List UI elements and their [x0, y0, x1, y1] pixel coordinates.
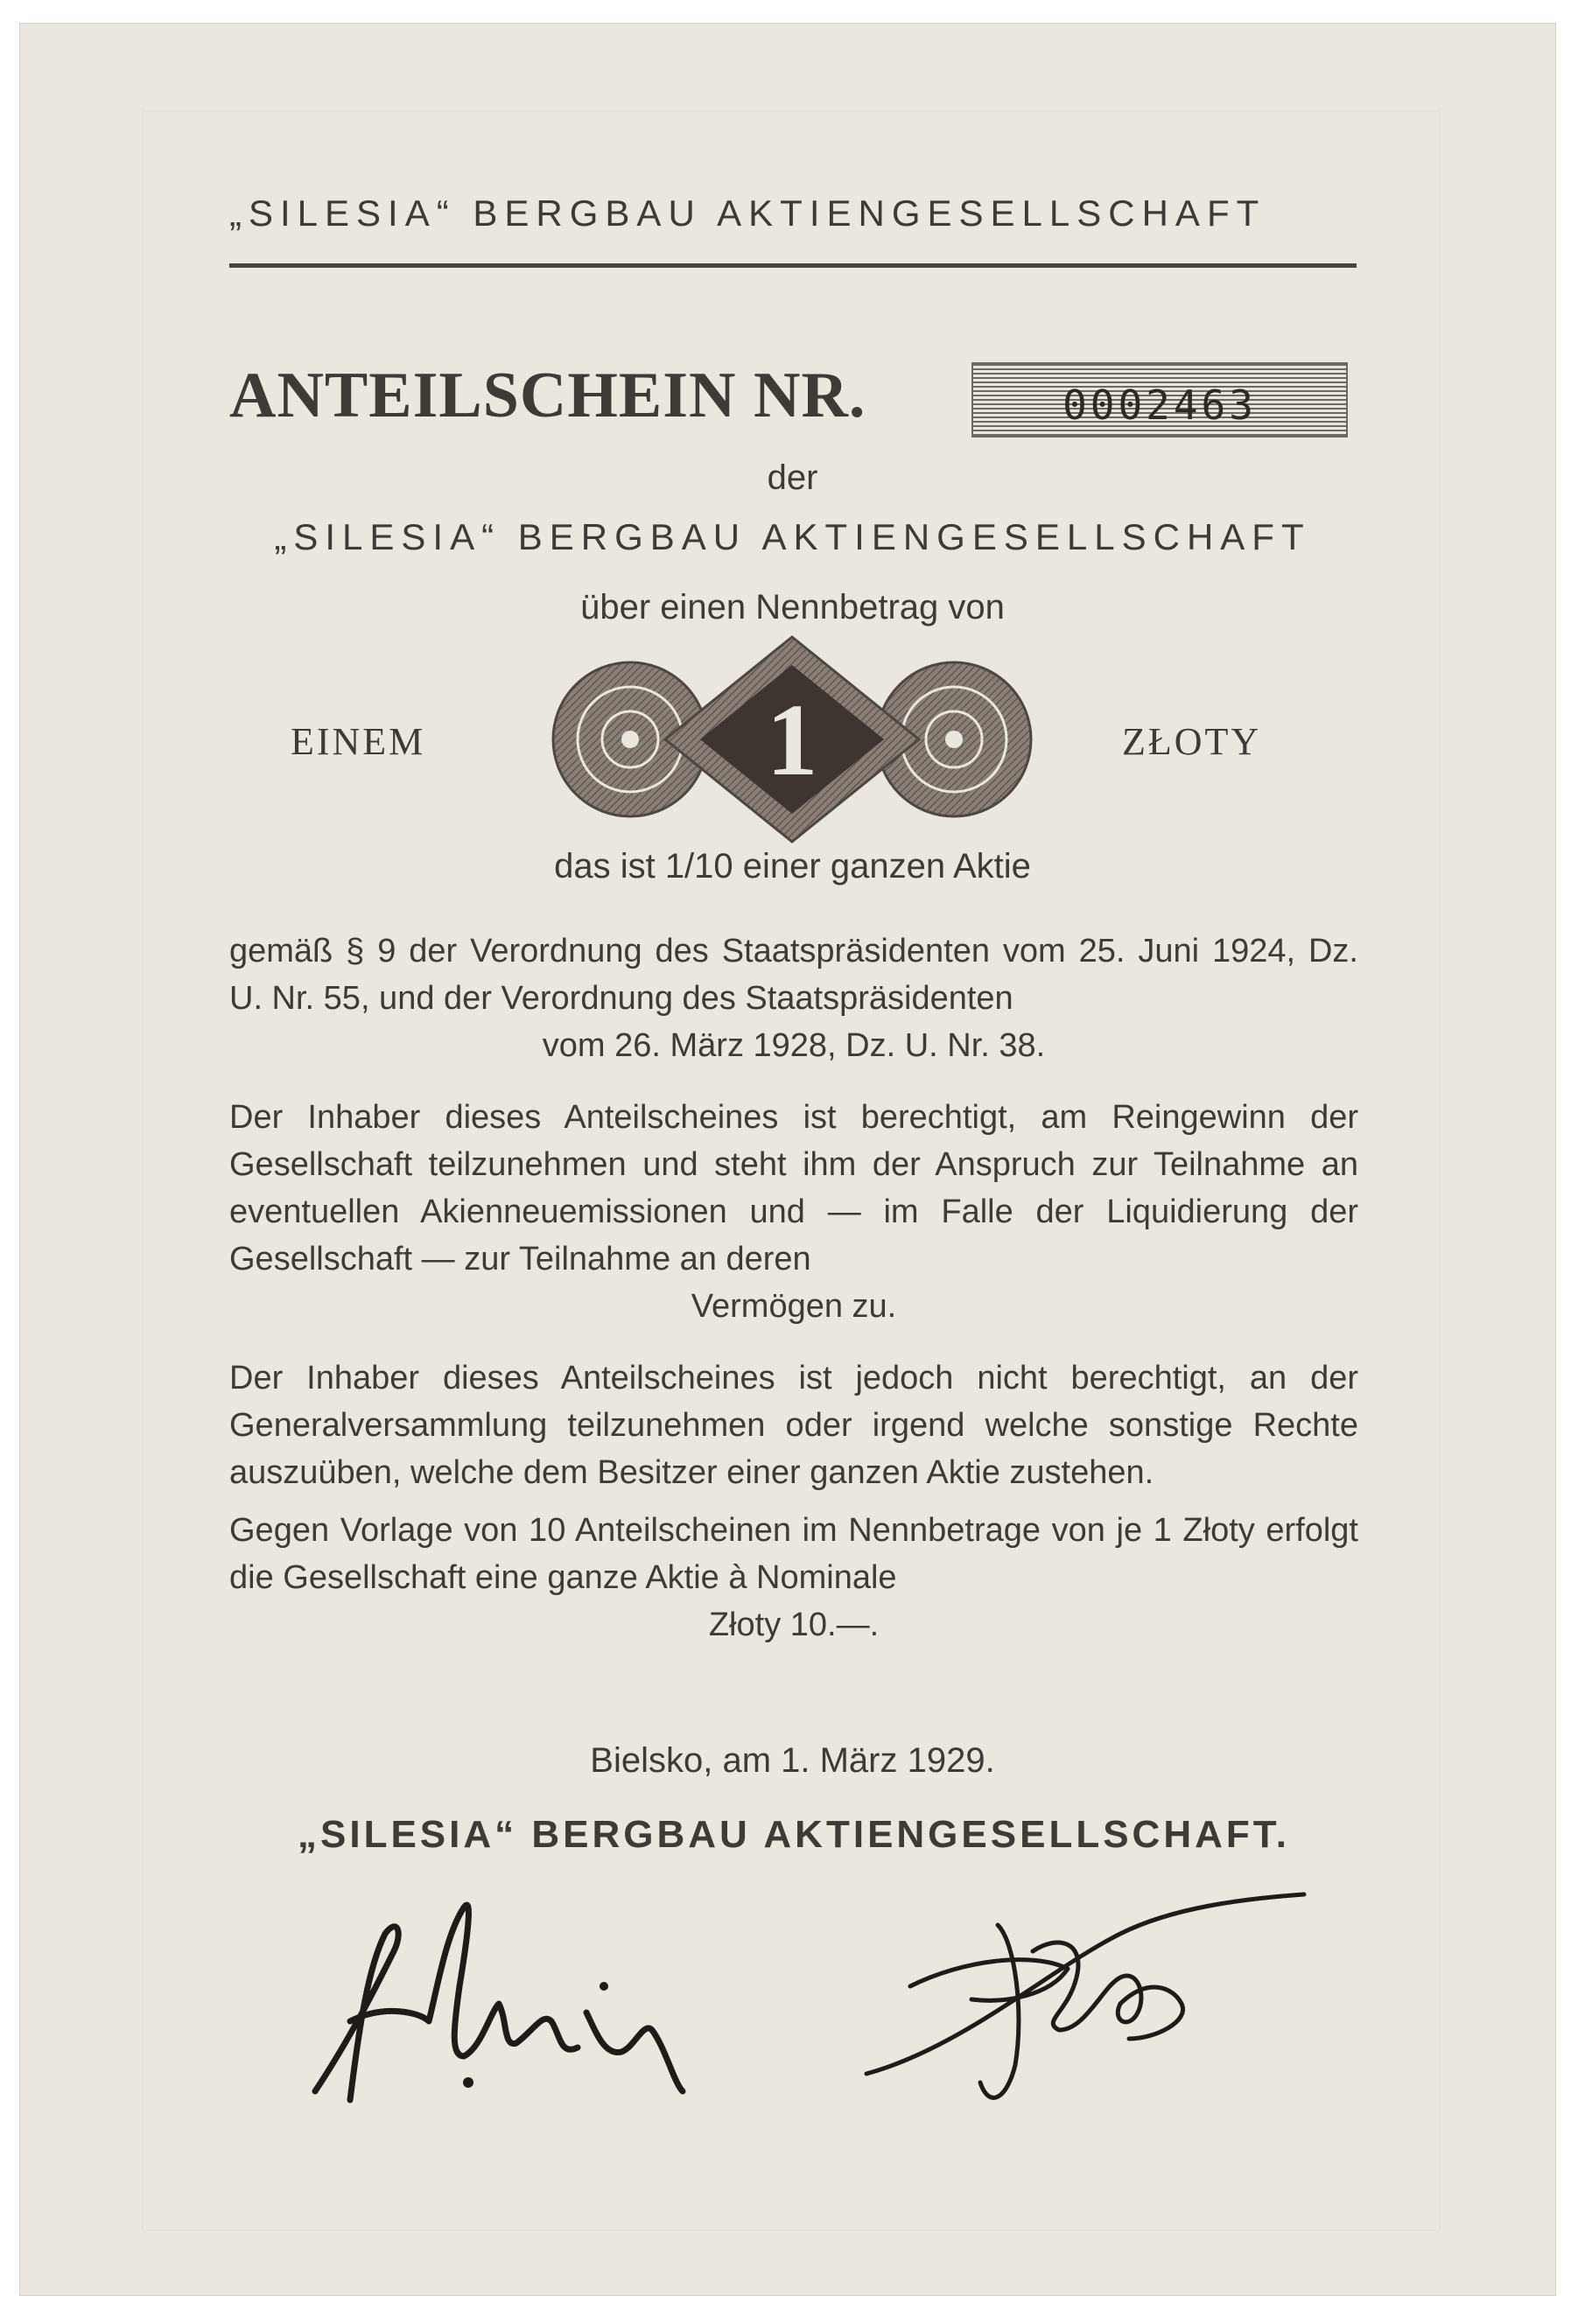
exchange-paragraph: [229, 1507, 1358, 1648]
exchange-last-line: Złoty 10.—.: [708, 1606, 880, 1643]
header-company: „SILESIA“ BERGBAU AKTIENGESELLSCHAFT: [229, 192, 1266, 234]
footer-company: „SILESIA“ BERGBAU AKTIENGESELLSCHAFT.: [298, 1813, 1290, 1856]
signature-left: [298, 1881, 709, 2144]
nominal-intro: über einen Nennbetrag von: [580, 588, 1005, 626]
amount-word-right: ZŁOTY: [1122, 720, 1262, 763]
amount-word-left: EINEM: [291, 720, 426, 763]
header-divider: [229, 263, 1357, 268]
exchange-text: Gegen Vorlage von 10 Anteilscheinen im Nennbetrage von je 1 Złoty erfolgt die Gesellschaft eine ganze Aktie à Nominale: [229, 1512, 1358, 1596]
rights-text: Der Inhaber dieses Anteilscheines ist berechtigt, am Reingewinn der Gesellschaft teilzunehmen und steht ihm der Anspruch zur Teilnahme an eventuellen Akienneuemissionen und — im Falle der Liquidierung der Gesellschaft — zur Teilnahme an deren: [229, 1099, 1358, 1278]
signature-right: [858, 1872, 1313, 2135]
decree-paragraph: [229, 928, 1358, 1069]
rights-paragraph: [229, 1094, 1358, 1330]
amount-numeral: 1: [766, 682, 818, 797]
rights-last-line: Vermögen zu.: [691, 1288, 897, 1325]
company-name: „SILESIA“ BERGBAU AKTIENGESELLSCHAFT: [274, 516, 1311, 557]
certificate-number: 0002463: [1063, 382, 1257, 429]
decree-last-line: vom 26. März 1928, Dz. U. Nr. 38.: [542, 1027, 1046, 1064]
place-date: Bielsko, am 1. März 1929.: [590, 1741, 995, 1780]
limitation-text: Der Inhaber dieses Anteilscheines ist jedoch nicht berechtigt, an der Generalversammlung teilzunehmen oder irgend welche sonstige Rechte auszuüben, welche dem Besitzer einer ganzen Aktie zustehen.: [229, 1360, 1358, 1491]
decree-text: gemäß § 9 der Verordnung des Staatspräsidenten vom 25. Juni 1924, Dz. U. Nr. 55, und der Verordnung des Staatspräsidenten: [229, 933, 1358, 1017]
der-line: der: [767, 458, 818, 497]
certificate-number-box: [971, 362, 1348, 438]
guilloche-ornament: [543, 630, 1041, 849]
limitation-paragraph: [229, 1354, 1358, 1496]
fraction-line: das ist 1/10 einer ganzen Aktie: [554, 847, 1031, 886]
certificate-title: ANTEILSCHEIN NR.: [229, 360, 866, 431]
